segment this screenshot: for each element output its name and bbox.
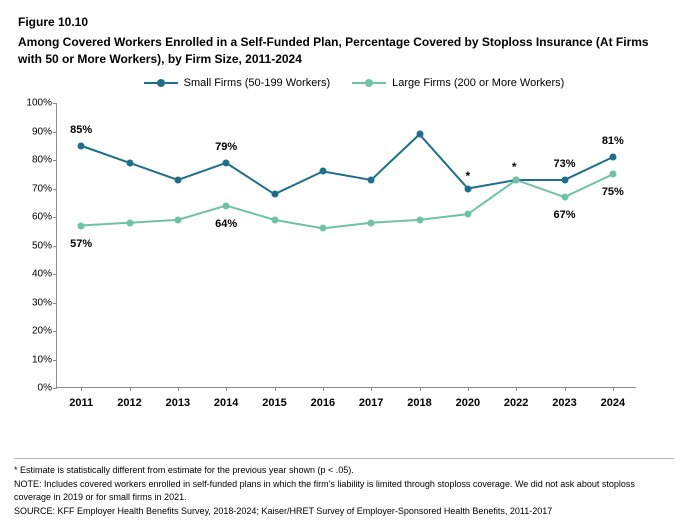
x-axis-tick-label: 2016	[310, 397, 336, 409]
data-point	[174, 176, 181, 183]
legend-item-large-firms	[352, 77, 564, 89]
y-axis-tick-label: 40%	[31, 268, 52, 280]
x-axis-tick-label: 2012	[117, 397, 142, 409]
significance-marker: *	[511, 159, 517, 174]
data-point	[126, 219, 133, 226]
footnote-significance: * Estimate is statistically different from estimate for the previous year shown (p < .05).	[14, 465, 354, 475]
chart-plot-region	[26, 97, 636, 409]
data-point	[464, 185, 471, 192]
y-axis-tick-mark	[53, 274, 57, 275]
x-axis-tick-label: 2024	[600, 397, 626, 409]
x-axis-tick-label: 2014	[213, 397, 239, 409]
y-axis-tick-mark	[53, 246, 57, 247]
significance-marker: *	[465, 168, 471, 183]
x-axis-tick-mark	[420, 387, 421, 391]
x-axis-tick-mark	[613, 387, 614, 391]
y-axis-tick-label: 60%	[31, 211, 52, 223]
footnote-divider	[14, 458, 674, 459]
data-point	[368, 219, 375, 226]
x-axis-tick-label: 2015	[262, 397, 287, 409]
footnote-source: SOURCE: KFF Employer Health Benefits Survey, 2018-2024; Kaiser/HRET Survey of Employer-Sponsored Health Benefits, 2011-2017	[14, 506, 553, 516]
data-point	[319, 168, 326, 175]
data-point-label: 67%	[553, 209, 576, 222]
x-axis-tick-mark	[226, 387, 227, 391]
y-axis-tick-mark	[53, 160, 57, 161]
data-point	[464, 211, 471, 218]
data-point-label: 85%	[70, 123, 93, 136]
data-point-label: 57%	[70, 237, 93, 250]
data-point	[78, 222, 85, 229]
x-axis-tick-label: 2020	[455, 397, 481, 409]
x-axis-tick-mark	[468, 387, 469, 391]
x-axis-tick-label: 2011	[69, 397, 94, 409]
x-axis-tick-label: 2013	[165, 397, 191, 409]
chart-area	[14, 95, 684, 425]
y-axis-tick-mark	[53, 132, 57, 133]
y-axis-tick-mark	[53, 303, 57, 304]
data-point	[223, 159, 230, 166]
x-axis-tick-mark	[130, 387, 131, 391]
data-point	[174, 216, 181, 223]
legend-item-small-firms	[144, 77, 331, 89]
legend-marker-large-firms	[352, 78, 386, 88]
data-point	[561, 194, 568, 201]
chart-series-lines	[57, 103, 637, 388]
data-point	[609, 154, 616, 161]
y-axis-tick-mark	[53, 388, 57, 389]
x-axis-tick-mark	[565, 387, 566, 391]
legend-marker-small-firms	[144, 78, 178, 88]
y-axis-tick-label: 0%	[37, 382, 52, 394]
x-axis-tick-mark	[323, 387, 324, 391]
y-axis-tick-label: 30%	[31, 297, 52, 308]
x-axis-tick-mark	[371, 387, 372, 391]
x-axis-tick-mark	[178, 387, 179, 391]
x-axis-tick-label: 2017	[358, 397, 384, 409]
data-point	[78, 142, 85, 149]
data-point	[126, 159, 133, 166]
figure-title: Among Covered Workers Enrolled in a Self-Funded Plan, Percentage Covered by Stoploss Insurance (At Firms with 50 or More Workers), by Firm Size, 2011-2024	[18, 35, 649, 66]
y-axis-tick-label: 70%	[31, 183, 52, 194]
x-axis-tick-label: 2018	[407, 397, 432, 409]
data-point	[416, 131, 423, 138]
footnote-note: NOTE: Includes covered workers enrolled in self-funded plans in which the firm's liability is limited through stoploss coverage. We did not ask about stoploss coverage in 2019 or for small firms in 2021.	[14, 479, 635, 502]
data-point	[416, 216, 423, 223]
y-axis-tick-label: 90%	[31, 126, 52, 137]
x-axis-tick-label: 2022	[503, 397, 529, 409]
legend-label-large-firms: Large Firms (200 or More Workers)	[392, 77, 565, 89]
y-axis-tick-mark	[53, 103, 57, 104]
data-point-label: 81%	[601, 135, 624, 148]
data-point	[271, 216, 278, 223]
data-point	[319, 225, 326, 232]
footnotes	[14, 458, 674, 519]
y-axis-tick-label: 20%	[31, 325, 52, 337]
y-axis-tick-mark	[53, 360, 57, 361]
data-point	[368, 176, 375, 183]
y-axis-tick-mark	[53, 217, 57, 218]
x-axis-tick-mark	[81, 387, 82, 391]
y-axis-tick-label: 10%	[31, 354, 52, 365]
y-axis-tick-label: 50%	[31, 240, 52, 251]
data-point-label: 79%	[215, 140, 238, 153]
data-point	[561, 176, 568, 183]
x-axis-tick-label: 2023	[552, 397, 577, 409]
data-point	[609, 171, 616, 178]
x-axis-tick-mark	[516, 387, 517, 391]
x-axis-tick-mark	[275, 387, 276, 391]
data-point-label: 75%	[601, 186, 624, 199]
y-axis-tick-mark	[53, 331, 57, 332]
y-axis-tick-mark	[53, 189, 57, 190]
figure-number: Figure 10.10	[18, 15, 89, 29]
y-axis-tick-label: 80%	[31, 154, 52, 166]
legend-label-small-firms: Small Firms (50-199 Workers)	[183, 77, 331, 89]
series-line-1	[81, 174, 613, 228]
y-axis-tick-label: 100%	[26, 97, 52, 109]
data-point-label: 64%	[215, 217, 238, 230]
data-point	[271, 191, 278, 198]
data-point-label: 73%	[553, 157, 576, 170]
data-point	[223, 202, 230, 209]
chart-legend	[24, 77, 684, 89]
data-point	[513, 176, 520, 183]
